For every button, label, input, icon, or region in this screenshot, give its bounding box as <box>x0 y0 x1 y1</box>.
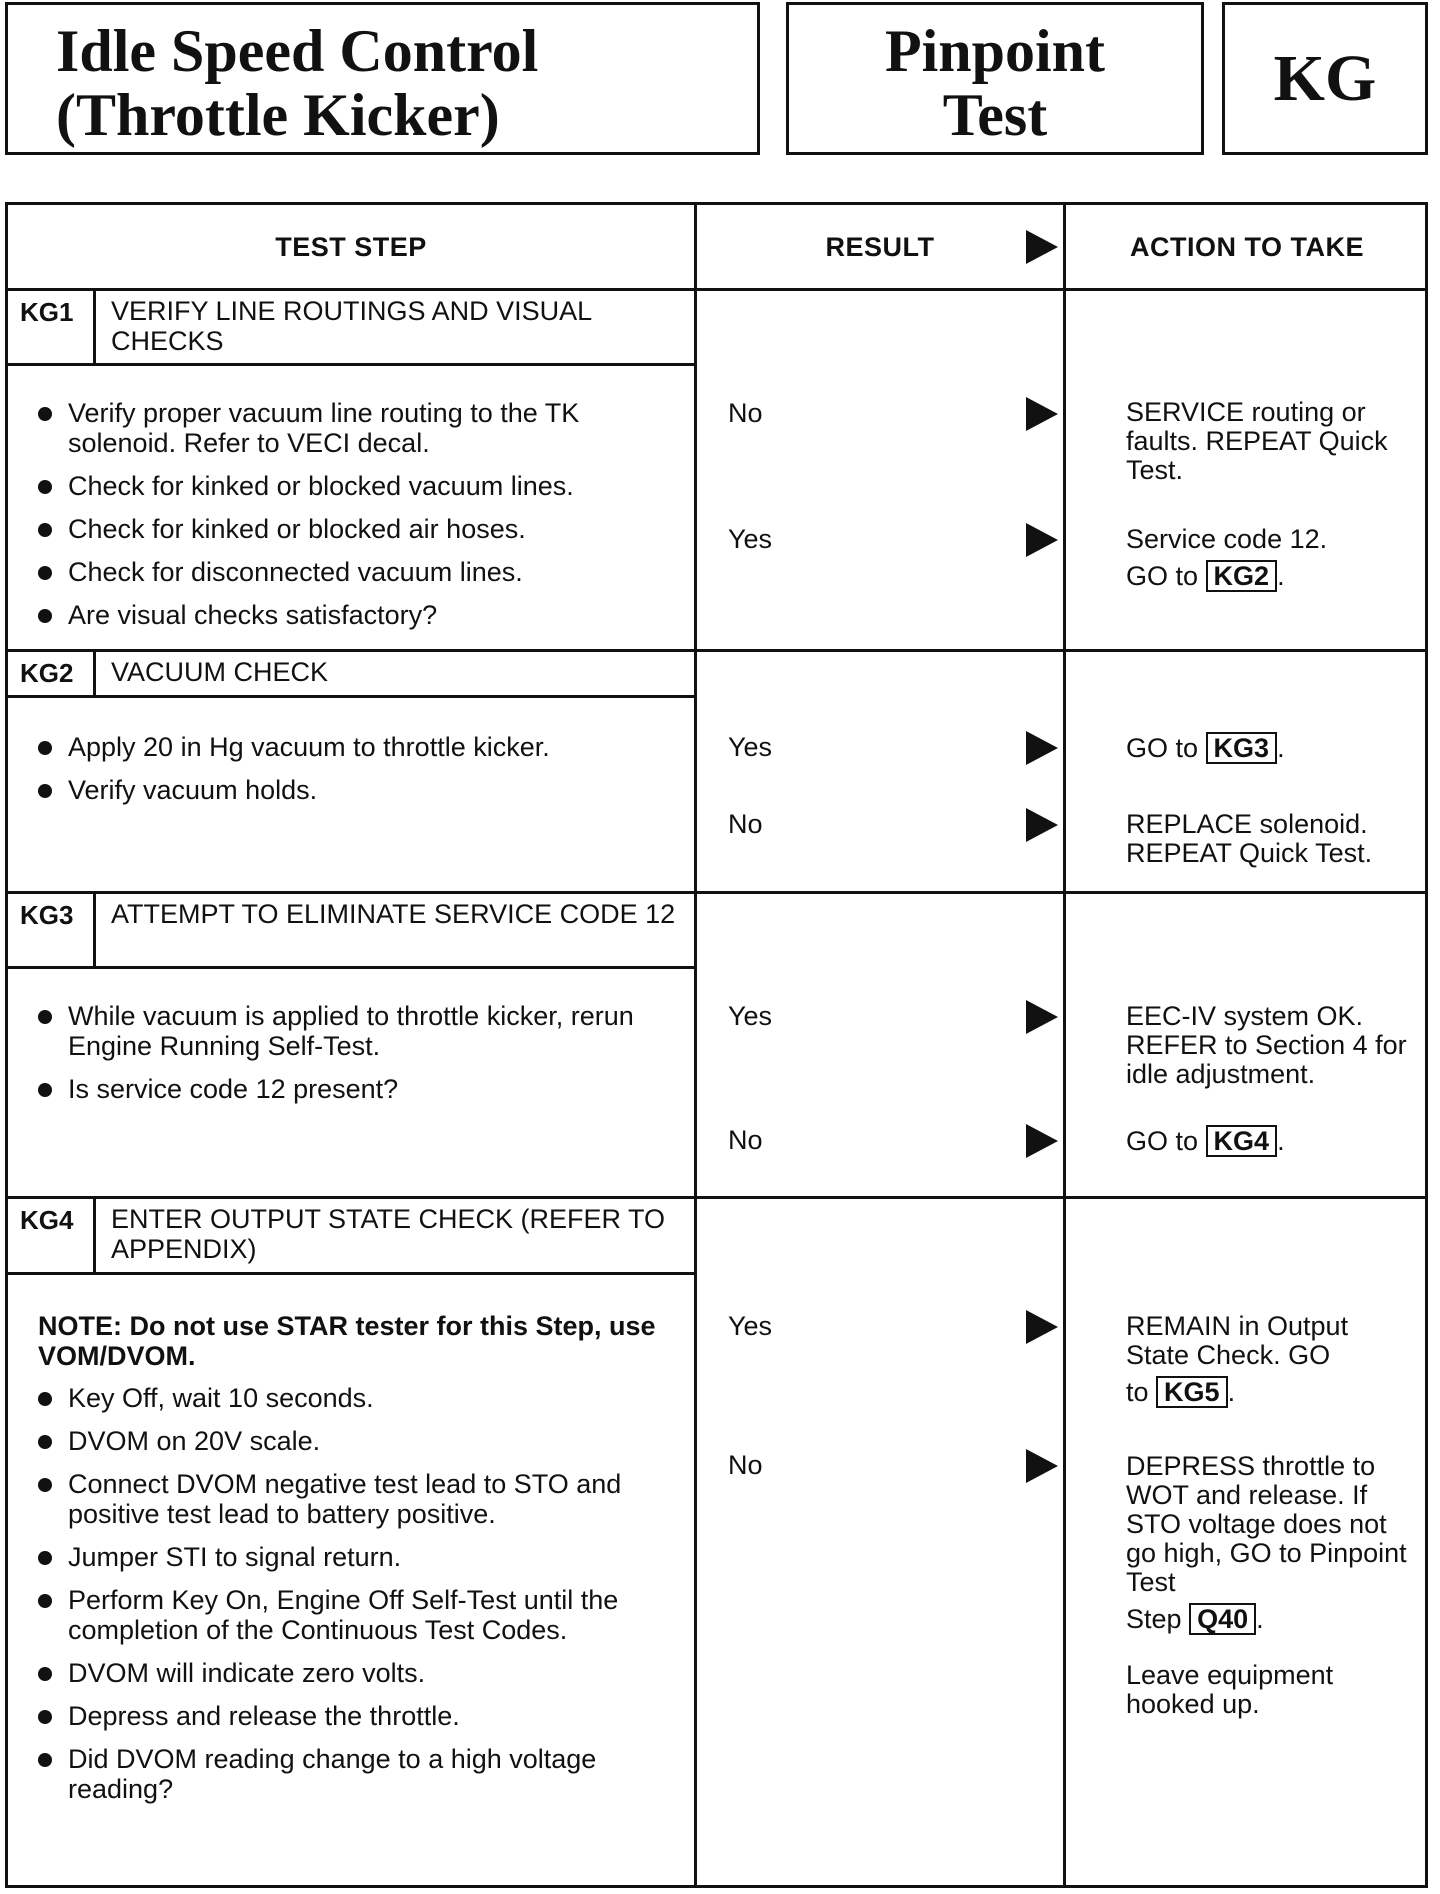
result-yes: Yes <box>728 1311 773 1341</box>
list-item: Jumper STI to signal return. <box>32 1542 682 1572</box>
action-goto <box>1126 1125 1416 1157</box>
step-id: KG4 <box>20 1205 74 1235</box>
step-id: KG3 <box>20 900 74 930</box>
goto-label: Step <box>1126 1604 1182 1634</box>
result-arrow-icon <box>1026 731 1058 765</box>
action-line: Leave equipment hooked up. <box>1126 1660 1334 1719</box>
step-header-kg1 <box>8 291 694 366</box>
test-code: KG <box>1273 42 1377 115</box>
action-line: Service code 12. <box>1126 524 1328 554</box>
result-yes: Yes <box>728 732 773 762</box>
goto-label: to <box>1126 1377 1149 1407</box>
step-id-divider <box>93 1199 96 1272</box>
test-type-box <box>786 2 1204 155</box>
list-item: DVOM on 20V scale. <box>32 1426 682 1456</box>
goto-period: . <box>1256 1604 1264 1634</box>
result-no: No <box>728 809 763 839</box>
list-item: Are visual checks satisfactory? <box>32 600 682 630</box>
test-type-line-1: Pinpoint <box>884 18 1106 84</box>
header-arrow-icon <box>1026 230 1058 264</box>
step-ref-kg2[interactable]: KG2 <box>1206 560 1278 592</box>
action-goto <box>1126 1376 1416 1408</box>
result-no: No <box>728 1450 763 1480</box>
result-arrow-icon <box>1026 1124 1058 1158</box>
test-code-box <box>1222 2 1428 155</box>
step-title: ATTEMPT TO ELIMINATE SERVICE CODE 12 <box>111 899 676 929</box>
column-header-result <box>697 205 1063 289</box>
list-item: Check for disconnected vacuum lines. <box>32 557 682 587</box>
step-header-kg2 <box>8 652 694 698</box>
step-id: KG1 <box>20 297 74 327</box>
step-ref-kg3[interactable]: KG3 <box>1206 732 1278 764</box>
list-item: Did DVOM reading change to a high voltage reading? <box>32 1744 682 1804</box>
step-id-divider <box>93 291 96 363</box>
title-line-1: Idle Speed Control <box>56 18 539 84</box>
step-bullets-kg4 <box>32 1383 682 1817</box>
list-item: Verify vacuum holds. <box>32 775 682 805</box>
list-item: Is service code 12 present? <box>32 1074 682 1104</box>
step-ref-q40[interactable]: Q40 <box>1189 1603 1256 1635</box>
result-no: No <box>728 1125 763 1155</box>
step-header-kg3 <box>8 894 694 969</box>
goto-label: GO to <box>1126 733 1199 763</box>
column-header-test-step: TEST STEP <box>275 231 427 262</box>
list-item: Perform Key On, Engine Off Self-Test until the completion of the Continuous Test Codes. <box>32 1585 682 1645</box>
action-text: EEC-IV system OK. REFER to Section 4 for idle adjustment. <box>1126 1001 1407 1089</box>
column-divider <box>1063 205 1066 1885</box>
step-id: KG2 <box>20 658 74 688</box>
column-divider <box>694 205 697 1885</box>
list-item: Apply 20 in Hg vacuum to throttle kicker. <box>32 732 682 762</box>
column-header-action: ACTION TO TAKE <box>1130 231 1364 262</box>
result-arrow-icon <box>1026 523 1058 557</box>
step-header-kg4 <box>8 1199 694 1275</box>
goto-period: . <box>1277 561 1285 591</box>
step-title: VACUUM CHECK <box>111 657 329 687</box>
step-title: ENTER OUTPUT STATE CHECK (REFER TO APPENDIX) <box>111 1204 666 1264</box>
result-arrow-icon <box>1026 1000 1058 1034</box>
result-yes: Yes <box>728 1001 773 1031</box>
list-item: Check for kinked or blocked vacuum lines. <box>32 471 682 501</box>
goto-period: . <box>1277 1126 1285 1156</box>
goto-label: GO to <box>1126 561 1199 591</box>
action-line: REMAIN in Output State Check. GO <box>1126 1311 1349 1370</box>
action-goto <box>1126 732 1416 764</box>
result-label: RESULT <box>825 231 935 262</box>
result-no: No <box>728 398 763 428</box>
action-line: DEPRESS throttle to WOT and release. If STO voltage does not go high, GO to Pinpoint Test <box>1126 1451 1407 1597</box>
step-bullets-kg1 <box>32 398 682 643</box>
result-arrow-icon <box>1026 1449 1058 1483</box>
step-id-divider <box>93 894 96 966</box>
action-goto <box>1126 1603 1416 1635</box>
action-goto <box>1126 560 1416 592</box>
goto-period: . <box>1277 733 1285 763</box>
step-note: NOTE: Do not use STAR tester for this Step, use VOM/DVOM. <box>38 1311 656 1371</box>
step-ref-kg5[interactable]: KG5 <box>1156 1376 1228 1408</box>
step-id-divider <box>93 652 96 695</box>
result-arrow-icon <box>1026 808 1058 842</box>
list-item: Check for kinked or blocked air hoses. <box>32 514 682 544</box>
action-text <box>1126 1312 1416 1408</box>
procedure-title <box>5 2 760 155</box>
list-item: DVOM will indicate zero volts. <box>32 1658 682 1688</box>
step-bullets-kg2 <box>32 732 682 818</box>
title-line-2: (Throttle Kicker) <box>56 82 500 148</box>
action-text <box>1126 525 1416 592</box>
step-title: VERIFY LINE ROUTINGS AND VISUAL CHECKS <box>111 296 592 356</box>
goto-label: GO to <box>1126 1126 1199 1156</box>
action-text: SERVICE routing or faults. REPEAT Quick Test. <box>1126 397 1388 485</box>
result-arrow-icon <box>1026 1310 1058 1344</box>
list-item: Connect DVOM negative test lead to STO and positive test lead to battery positive. <box>32 1469 682 1529</box>
pinpoint-test-table <box>5 202 1428 1888</box>
step-ref-kg4[interactable]: KG4 <box>1206 1125 1278 1157</box>
step-bullets-kg3 <box>32 1001 682 1117</box>
action-text <box>1126 1452 1416 1719</box>
list-item: Depress and release the throttle. <box>32 1701 682 1731</box>
result-arrow-icon <box>1026 397 1058 431</box>
list-item: While vacuum is applied to throttle kicker, rerun Engine Running Self-Test. <box>32 1001 682 1061</box>
list-item: Verify proper vacuum line routing to the TK solenoid. Refer to VECI decal. <box>32 398 682 458</box>
goto-period: . <box>1227 1377 1236 1407</box>
test-type-line-2: Test <box>942 82 1048 148</box>
result-yes: Yes <box>728 524 773 554</box>
list-item: Key Off, wait 10 seconds. <box>32 1383 682 1413</box>
action-text: REPLACE solenoid. REPEAT Quick Test. <box>1126 809 1373 868</box>
